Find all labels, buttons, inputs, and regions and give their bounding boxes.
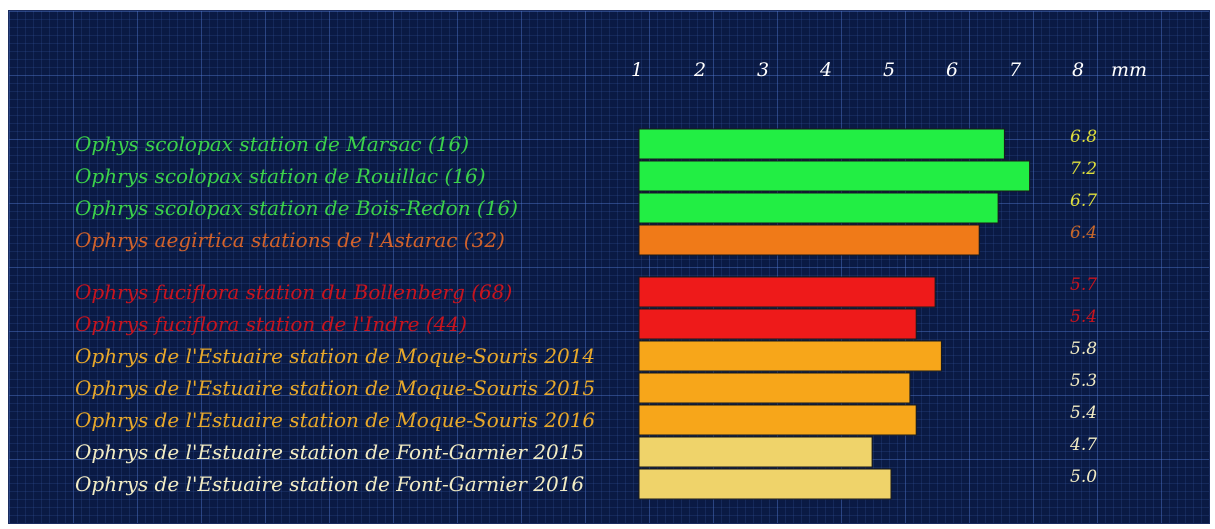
value-label: 5.3 [1070,371,1098,391]
x-tick-label: 8 [1071,59,1085,81]
bar [639,161,1030,191]
category-label: Ophrys de l'Estuaire station de Font-Garnier 2015 [75,440,585,464]
bar [639,405,916,435]
x-tick-label: 1 [630,59,644,81]
category-label: Ophrys fuciflora station du Bollenberg (68) [75,280,513,304]
x-tick-label: 5 [882,59,896,81]
value-label: 5.4 [1070,403,1098,423]
x-tick-label: 7 [1008,59,1022,81]
category-label: Ophrys aegirtica stations de l'Astarac (32) [75,228,505,252]
bar [639,373,910,403]
bar [639,341,941,371]
chart-panel [8,10,1210,524]
category-label: Ophrys de l'Estuaire station de Moque-Souris 2015 [75,376,596,400]
category-label: Ophrys scolopax station de Bois-Redon (16) [75,196,518,220]
bar [639,129,1004,159]
category-label: Ophrys de l'Estuaire station de Moque-Souris 2016 [75,408,596,432]
bar [639,277,935,307]
x-tick-label: 2 [693,59,707,81]
value-label: 6.8 [1070,127,1098,147]
category-label: Ophrys de l'Estuaire station de Moque-Souris 2014 [75,344,596,368]
bar [639,193,998,223]
value-label: 7.2 [1070,159,1098,179]
x-tick-label: 6 [945,59,959,81]
x-tick-label: 3 [756,59,770,81]
value-label: 5.7 [1070,275,1098,295]
bar-chart [9,11,1209,523]
category-label: Ophrys scolopax station de Rouillac (16) [75,164,486,188]
bar [639,309,916,339]
category-label: Ophys scolopax station de Marsac (16) [75,132,470,156]
bar [639,225,979,255]
value-label: 6.4 [1070,223,1098,243]
value-label: 6.7 [1070,191,1098,211]
bar [639,437,872,467]
value-label: 4.7 [1070,435,1098,455]
value-label: 5.8 [1070,339,1098,359]
value-label: 5.0 [1070,467,1098,487]
x-axis-unit: mm [1111,59,1148,81]
bar [639,469,891,499]
category-label: Ophrys de l'Estuaire station de Font-Garnier 2016 [75,472,585,496]
value-label: 5.4 [1070,307,1098,327]
x-tick-label: 4 [819,59,833,81]
category-label: Ophrys fuciflora station de l'Indre (44) [75,312,467,336]
